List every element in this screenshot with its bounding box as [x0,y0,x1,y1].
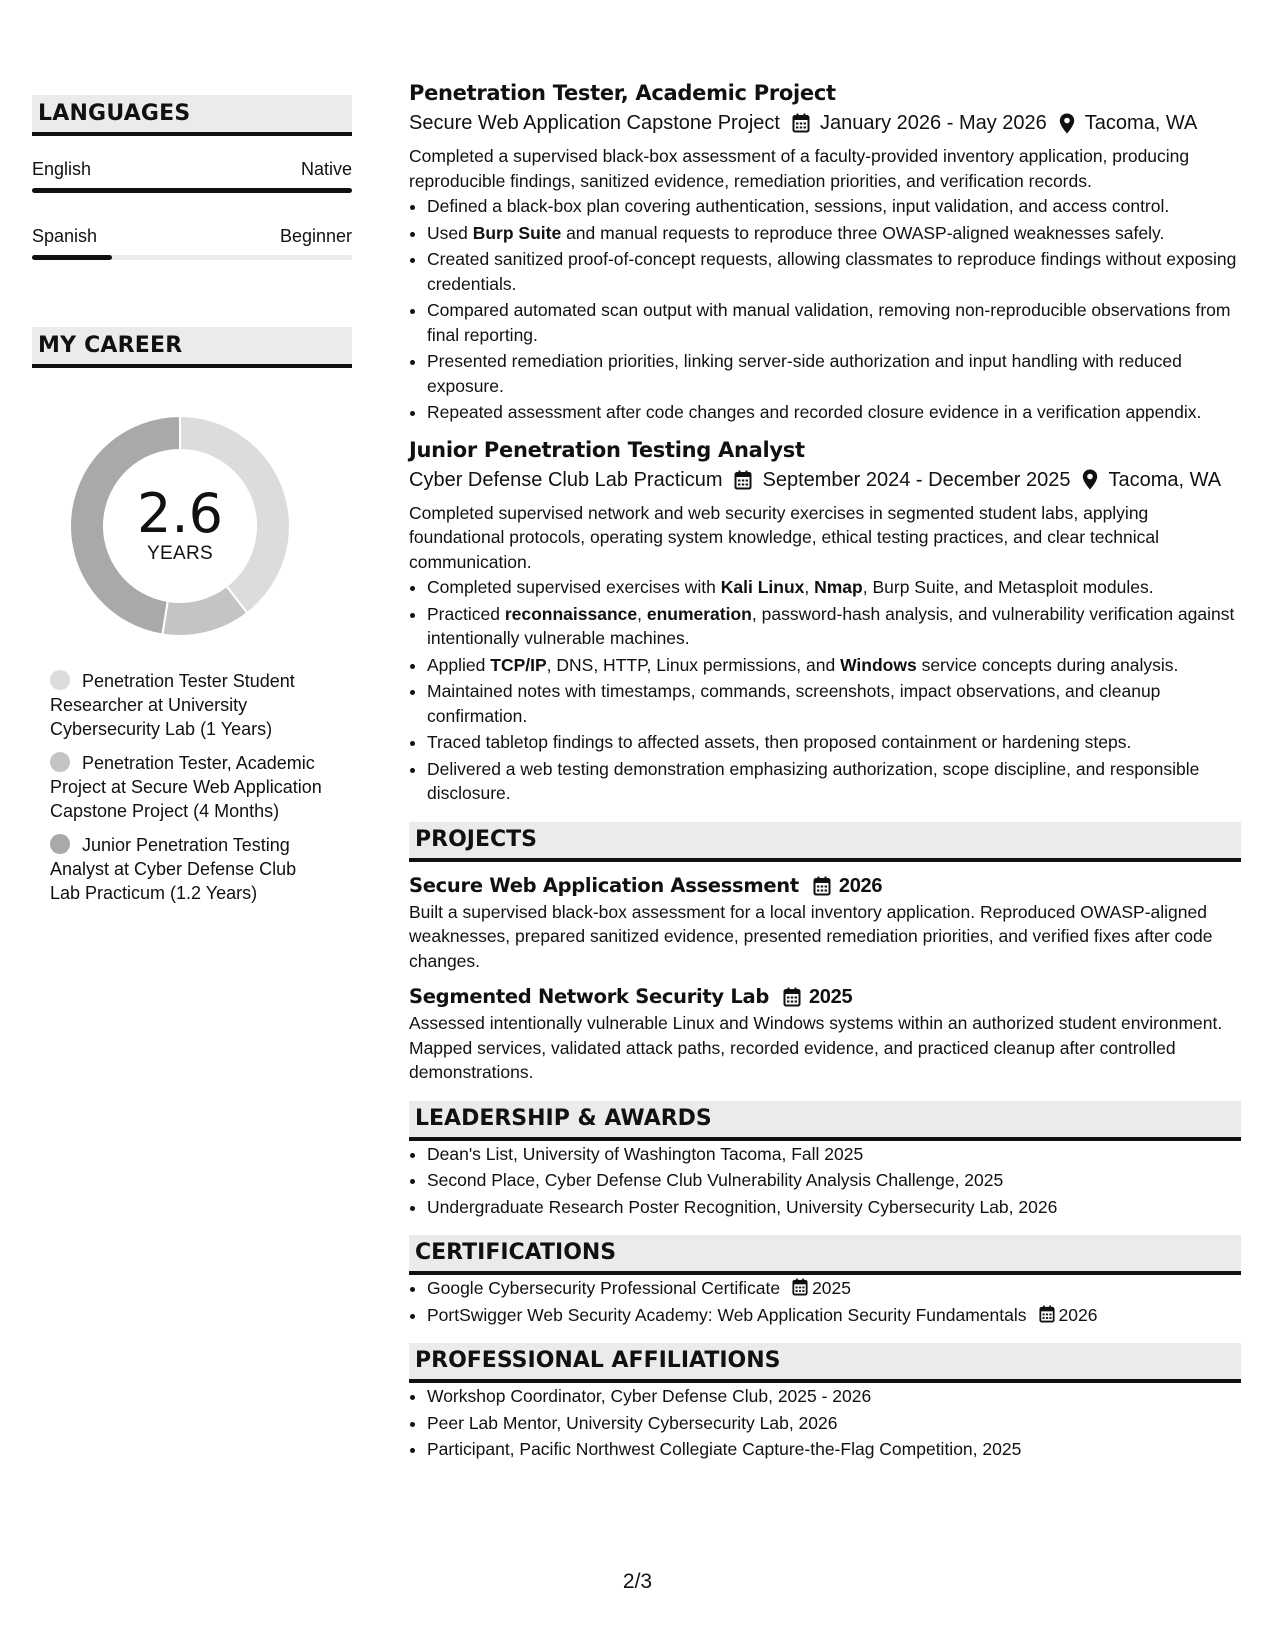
project-description: Assessed intentionally vulnerable Linux and Windows systems within an authorized student environment. Mapped services, validated attack paths, recorded evidence, and practiced cleanup after controlled demonstrations. [409,1013,1223,1082]
language-proficiency-bar [32,255,352,260]
job-summary: Completed supervised network and web security exercises in segmented student labs, applying foundational protocols, operating system knowledge, ethical testing practices, and clear technical communication. [409,502,1160,572]
job-bullet: • Defined a black-box plan covering authentication, sessions, input validation, and access control. [427,194,1241,219]
calendar-icon [783,987,801,1007]
project-entry [409,872,1241,974]
page-number: 2/3 [622,1570,653,1593]
job-bullet: • Completed supervised exercises with Kali Linux, Nmap, Burp Suite, and Metasploit modules. [427,575,1241,600]
leadership-item: • Second Place, Cyber Defense Club Vulnerability Analysis Challenge, 2025 [427,1168,1241,1193]
calendar-icon [1039,1305,1055,1323]
job-bullet: • Maintained notes with timestamps, commands, screenshots, impact observations, and cleanup confirmation. [427,679,1241,728]
job-organization: Secure Web Application Capstone Project [409,112,780,134]
language-name: Spanish [32,226,98,246]
projects-heading: PROJECTS [409,822,1241,862]
language-proficiency-fill [32,255,112,260]
career-legend-text: Penetration Tester, Academic Project at Secure Web Application Capstone Project (4 Months) [50,753,322,821]
project-year: 2025 [808,986,853,1008]
leadership-item: • Dean's List, University of Washington Tacoma, Fall 2025 [427,1142,1241,1167]
job-organization: Cyber Defense Club Lab Practicum [409,468,723,491]
certification-year: 2026 [1058,1304,1098,1325]
map-pin-icon [1059,113,1075,134]
sidebar [32,95,352,915]
job-bullet: • Compared automated scan output with manual validation, removing non-reproducible observations from final reporting. [427,298,1241,347]
main-content [409,78,1241,1464]
experience-entry [409,78,1241,425]
job-bullet: • Traced tabletop findings to affected assets, then proposed containment or hardening steps. [427,730,1241,755]
job-title: Penetration Tester, Academic Project [409,81,836,105]
project-year: 2026 [838,874,883,897]
career-legend-text: Junior Penetration Testing Analyst at Cyber Defense Club Lab Practicum (1.2 Years) [50,835,297,903]
affiliations-heading: PROFESSIONAL AFFILIATIONS [409,1343,1241,1383]
affiliations-list [409,1384,1241,1462]
career-total-unit: YEARS [147,543,213,564]
legend-dot-icon [50,834,70,854]
experience-entry [409,435,1241,806]
project-entry [409,983,1241,1085]
project-title: Segmented Network Security Lab [409,985,769,1008]
job-bullets [409,194,1241,425]
certification-name: PortSwigger Web Security Academy: Web Application Security Fundamentals [427,1304,1027,1325]
job-title: Junior Penetration Testing Analyst [409,437,805,462]
career-legend-item [50,833,330,905]
career-legend-item [50,751,330,823]
certification-item [427,1303,1241,1328]
calendar-icon [734,470,752,490]
job-bullet: • Used Burp Suite and manual requests to reproduce three OWASP-aligned weaknesses safely. [427,221,1241,246]
affiliation-item: • Workshop Coordinator, Cyber Defense Club, 2025 - 2026 [427,1384,1241,1409]
career-heading: MY CAREER [32,327,352,368]
affiliation-item: • Peer Lab Mentor, University Cybersecurity Lab, 2026 [427,1411,1241,1436]
language-entry [32,225,352,260]
job-bullet: • Delivered a web testing demonstration emphasizing authorization, scope discipline, and responsible disclosure. [427,757,1241,806]
career-legend [32,669,352,905]
career-legend-item [50,669,330,741]
job-location: Tacoma, WA [1108,468,1222,491]
project-title: Secure Web Application Assessment [409,873,799,897]
certification-year: 2025 [812,1278,852,1298]
career-donut-chart [67,413,293,639]
language-proficiency-bar [32,188,352,193]
job-bullet: • Applied TCP/IP, DNS, HTTP, Linux permissions, and Windows service concepts during analysis. [427,653,1241,678]
calendar-icon [792,1278,808,1296]
job-location: Tacoma, WA [1084,112,1198,134]
affiliation-item: • Participant, Pacific Northwest Collegiate Capture-the-Flag Competition, 2025 [427,1437,1241,1462]
leadership-item: • Undergraduate Research Poster Recognition, University Cybersecurity Lab, 2026 [427,1195,1241,1220]
job-meta [409,108,1241,138]
language-proficiency-fill [32,188,352,193]
legend-dot-icon [50,752,70,772]
certification-item [427,1276,1241,1301]
calendar-icon [813,876,831,896]
language-name: English [32,159,92,179]
certifications-heading: CERTIFICATIONS [409,1235,1241,1275]
leadership-heading: LEADERSHIP & AWARDS [409,1101,1241,1141]
job-bullet: • Practiced reconnaissance, enumeration, password-hash analysis, and vulnerability verification against intentionally vulnerable machines. [427,602,1241,651]
languages-heading: LANGUAGES [32,95,352,136]
language-entry [32,158,352,193]
job-dates: January 2026 - May 2026 [819,112,1047,134]
calendar-icon [792,113,810,133]
job-bullet: • Presented remediation priorities, linking server-side authorization and input handling with reduced exposure. [427,349,1241,398]
job-bullet: • Repeated assessment after code changes and recorded closure evidence in a verification appendix. [427,400,1241,425]
language-level: Native [300,159,352,179]
map-pin-icon [1082,469,1098,490]
certification-name: Google Cybersecurity Professional Certificate [427,1278,781,1298]
career-legend-text: Penetration Tester Student Researcher at University Cybersecurity Lab (1 Years) [50,671,295,739]
job-summary: Completed a supervised black-box assessment of a faculty-provided inventory application, producing reproducible findings, sanitized evidence, remediation priorities, and verification records. [409,146,1190,191]
language-level: Beginner [279,226,352,246]
certifications-list [409,1276,1241,1327]
job-meta [409,465,1241,495]
job-dates: September 2024 - December 2025 [762,468,1071,491]
career-total-years: 2.6 [137,482,223,545]
job-bullets [409,575,1241,806]
job-bullet: • Created sanitized proof-of-concept requests, allowing classmates to reproduce findings without exposing credentials. [427,247,1241,296]
project-description: Built a supervised black-box assessment for a local inventory application. Reproduced OWASP-aligned weaknesses, prepared sanitized evidence, presented remediation priorities, and verified fixes after code changes. [409,901,1213,971]
legend-dot-icon [50,670,70,690]
leadership-list [409,1142,1241,1220]
